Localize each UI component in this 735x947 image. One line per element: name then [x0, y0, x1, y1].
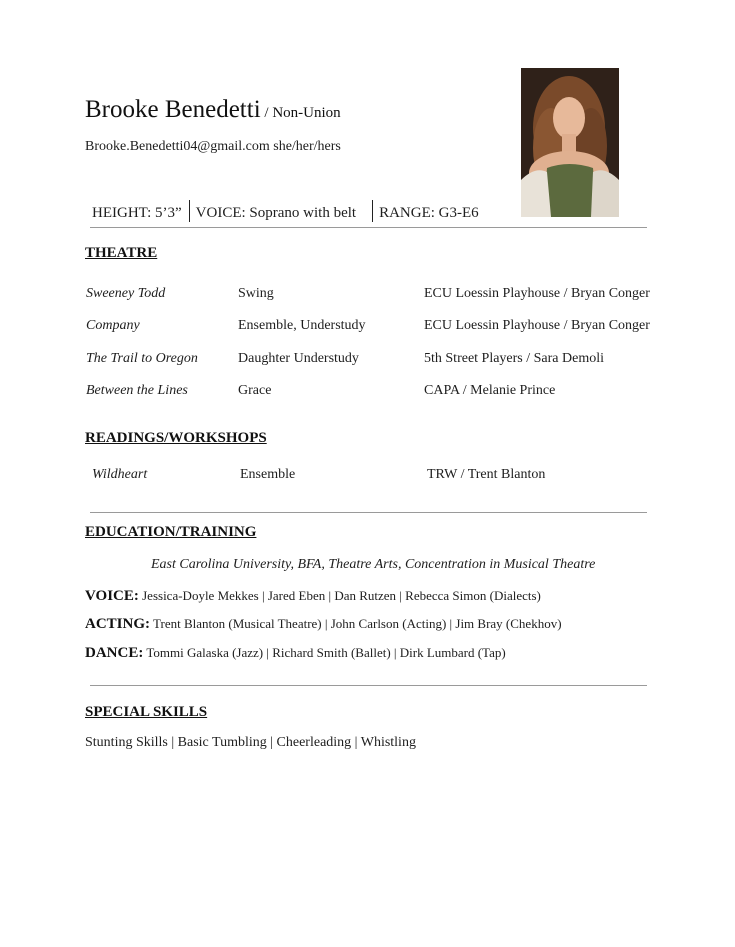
role: Daughter Understudy — [238, 351, 359, 366]
training-acting — [85, 616, 562, 633]
show-title: The Trail to Oregon — [86, 351, 198, 366]
section-rule — [90, 685, 647, 686]
venue-director: 5th Street Players / Sara Demoli — [424, 351, 605, 366]
skills-heading: SPECIAL SKILLS — [85, 704, 208, 720]
school-line: East Carolina University, BFA, Theatre Arts, Concentration in Musical Theatre — [151, 557, 596, 572]
contact-info: Brooke.Benedetti04@gmail.com she/her/hers — [85, 139, 341, 154]
headshot-illustration — [521, 68, 619, 217]
training-teachers: Tommi Galaska (Jazz) | Richard Smith (Ballet) | Dirk Lumbard (Tap) — [143, 645, 506, 660]
training-label: ACTING: — [85, 616, 151, 632]
range-stat: RANGE: G3-E6 — [379, 205, 479, 221]
actor-name: Brooke Benedetti — [85, 96, 261, 123]
role: Swing — [238, 286, 274, 301]
divider — [189, 200, 190, 222]
venue-director: ECU Loessin Playhouse / Bryan Conger — [424, 286, 650, 301]
education-heading: EDUCATION/TRAINING — [85, 524, 257, 540]
show-title: Company — [86, 318, 140, 333]
height-stat: HEIGHT: 5’3” — [92, 205, 182, 221]
training-label: DANCE: — [85, 645, 144, 661]
role: Grace — [238, 383, 272, 398]
training-voice — [85, 588, 541, 605]
readings-heading: READINGS/WORKSHOPS — [85, 430, 267, 446]
venue-director: CAPA / Melanie Prince — [424, 383, 556, 398]
show-title: Wildheart — [92, 467, 148, 482]
resume-header — [85, 96, 341, 124]
training-dance — [85, 645, 506, 662]
section-rule — [90, 512, 647, 513]
venue-director: ECU Loessin Playhouse / Bryan Conger — [424, 318, 650, 333]
divider — [372, 200, 373, 222]
union-status: / Non-Union — [260, 105, 341, 121]
role: Ensemble, Understudy — [238, 318, 366, 333]
section-rule — [90, 227, 647, 228]
headshot-photo — [521, 68, 619, 217]
role: Ensemble — [240, 467, 296, 482]
show-title: Between the Lines — [86, 383, 188, 398]
show-title: Sweeney Todd — [86, 286, 166, 301]
stats-line — [92, 200, 479, 222]
training-teachers: Jessica-Doyle Mekkes | Jared Eben | Dan Rutzen | Rebecca Simon (Dialects) — [138, 588, 541, 603]
training-label: VOICE: — [85, 588, 139, 604]
venue-director: TRW / Trent Blanton — [427, 467, 546, 482]
skills-list: Stunting Skills | Basic Tumbling | Cheerleading | Whistling — [85, 735, 416, 750]
voice-stat: VOICE: Soprano with belt — [195, 205, 357, 221]
training-teachers: Trent Blanton (Musical Theatre) | John Carlson (Acting) | Jim Bray (Chekhov) — [150, 616, 562, 631]
theatre-heading: THEATRE — [85, 245, 158, 261]
